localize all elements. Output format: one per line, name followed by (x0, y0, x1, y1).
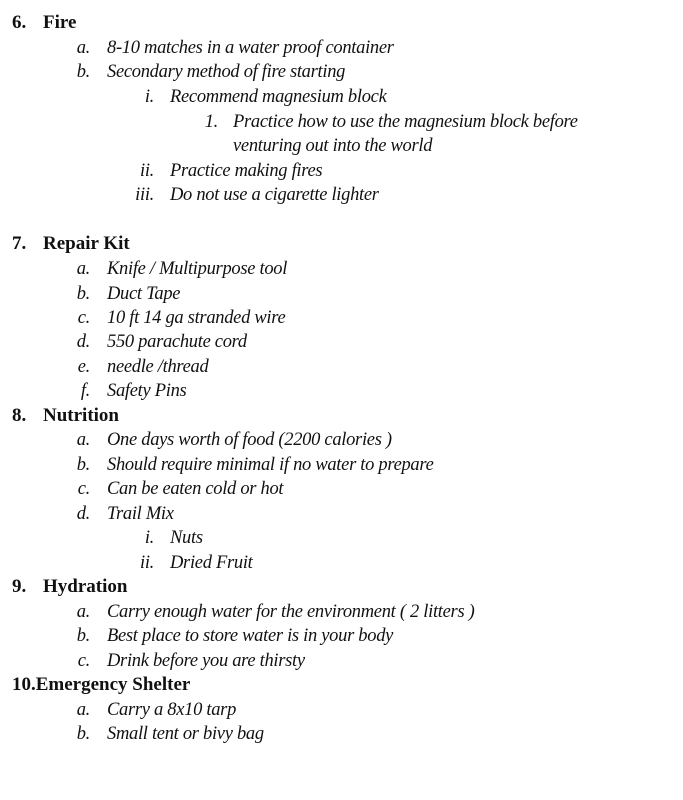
list-marker: i. (144, 87, 154, 107)
list-item-text: needle /thread (107, 357, 209, 377)
list-item-text: Trail Mix (107, 504, 174, 524)
list-item-text: Carry a 8x10 tarp (107, 700, 237, 720)
section-heading-hydration (12, 576, 127, 598)
list-marker: f. (80, 381, 90, 401)
list-item-text: 8-10 matches in a water proof container (107, 38, 394, 58)
list-item-text: 550 parachute cord (107, 332, 247, 352)
list-item-text: venturing out into the world (233, 136, 433, 156)
list-marker: d. (76, 332, 90, 352)
list-marker: c. (77, 651, 90, 671)
section-title: Nutrition (43, 405, 119, 426)
section-title: Fire (43, 12, 77, 33)
section-number: 6. (12, 12, 27, 33)
list-marker: iii. (135, 185, 154, 205)
list-marker: b. (76, 284, 90, 304)
list-marker: e. (77, 357, 90, 377)
list-item-text: Practice how to use the magnesium block before (233, 112, 578, 132)
list-marker: ii. (139, 553, 154, 573)
list-item-text: Secondary method of fire starting (107, 62, 346, 82)
list-item-text: Dried Fruit (170, 553, 253, 573)
list-marker: a. (76, 430, 90, 450)
list-marker: c. (77, 479, 90, 499)
list-item-text: Knife / Multipurpose tool (107, 259, 288, 279)
list-item-text: Recommend magnesium block (170, 87, 387, 107)
list-marker: a. (76, 602, 90, 622)
list-item-text: Duct Tape (107, 284, 181, 304)
section-title: Repair Kit (43, 233, 130, 254)
list-marker: a. (76, 38, 90, 58)
section-heading-nutrition (12, 405, 119, 427)
section-number: 8. (12, 405, 27, 426)
section-title: Hydration (43, 576, 128, 597)
section-heading-fire (12, 12, 76, 34)
list-item-text: Nuts (170, 528, 203, 548)
list-item-text: One days worth of food (2200 calories ) (107, 430, 392, 450)
list-marker: ii. (139, 161, 154, 181)
list-marker: b. (76, 455, 90, 475)
section-title: Emergency Shelter (35, 674, 191, 695)
section-heading-repair-kit (12, 233, 130, 255)
list-item-text: Can be eaten cold or hot (107, 479, 284, 499)
list-item-text: Safety Pins (107, 381, 187, 401)
list-marker: d. (76, 504, 90, 524)
list-item-text: Small tent or bivy bag (107, 724, 264, 744)
list-marker: c. (77, 308, 90, 328)
list-marker: b. (76, 724, 90, 744)
section-heading-emergency-shelter (12, 674, 190, 696)
list-item-text: Carry enough water for the environment ( 2 litters ) (107, 602, 475, 622)
section-number: 9. (12, 576, 27, 597)
list-item-text: 10 ft 14 ga stranded wire (107, 308, 286, 328)
list-marker: b. (76, 626, 90, 646)
list-marker: a. (76, 700, 90, 720)
section-number: 10. (12, 674, 36, 695)
list-item-text: Should require minimal if no water to prepare (107, 455, 434, 475)
list-item-text: Drink before you are thirsty (107, 651, 305, 671)
section-number: 7. (12, 233, 27, 254)
list-item-text: Best place to store water is in your body (107, 626, 394, 646)
list-marker: i. (144, 528, 154, 548)
list-item-text: Do not use a cigarette lighter (170, 185, 379, 205)
list-item-text: Practice making fires (170, 161, 323, 181)
list-marker: b. (76, 62, 90, 82)
list-marker: a. (76, 259, 90, 279)
list-marker: 1. (204, 112, 218, 132)
